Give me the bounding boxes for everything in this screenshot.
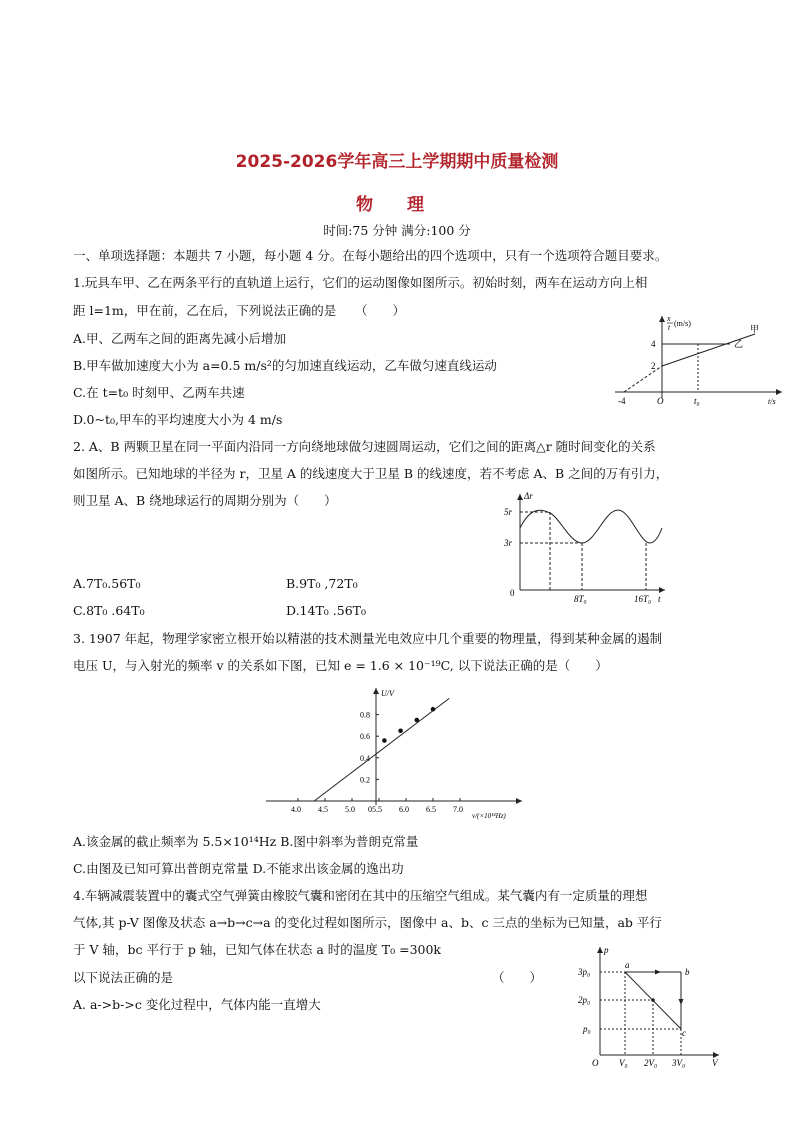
q1-y-unit: (m/s) bbox=[674, 319, 691, 328]
q3-chart bbox=[260, 684, 530, 824]
q3-y-tick-label: 0.2 bbox=[360, 775, 370, 785]
q3-y-tick-label: 0.8 bbox=[360, 710, 370, 720]
q2-option-c: C.8T₀ .64T₀ bbox=[73, 603, 145, 618]
q3-origin: 0 bbox=[368, 805, 372, 814]
q3-data-point bbox=[415, 718, 420, 723]
q1-option-b: B.甲车做加速度大小为 a=0.5 m/s²的匀加速直线运动，乙车做匀速直线运动 bbox=[73, 358, 497, 373]
q2-option-a: A.7T₀.56T₀ bbox=[73, 576, 141, 591]
q4-p2: 2p₀ bbox=[578, 995, 591, 1005]
q4-figure bbox=[573, 943, 723, 1071]
q4-answer-blank: （ ） bbox=[492, 970, 543, 985]
q4-p1: p₀ bbox=[583, 1024, 591, 1034]
q3-x-tick-label: 4.5 bbox=[318, 805, 328, 814]
q1-stem-line2: 距 l=1m，甲在前，乙在后，下列说法正确的是 （ ） bbox=[73, 303, 406, 318]
q2-x8: 8T₀ bbox=[574, 594, 587, 604]
q4-stem-line4: 以下说法正确的是 bbox=[73, 970, 174, 985]
q4-stem-line1: 4.车辆减震装置中的囊式空气弹簧由橡胶气囊和密闭在其中的压缩空气组成。某气囊内有一定质量的理想 bbox=[73, 888, 648, 903]
q3-data-point bbox=[431, 707, 436, 712]
q3-y-tick-label: 0.4 bbox=[360, 753, 370, 763]
exam-title: 2025-2026学年高三上学期期中质量检测 bbox=[235, 152, 559, 172]
q1-x-label: t/s bbox=[768, 397, 776, 406]
q4-point-a: a bbox=[625, 960, 630, 970]
q1-y2: 2 bbox=[651, 361, 656, 371]
q4-stem-line2: 气体,其 p-V 图像及状态 a→b→c→a 的变化过程如图所示，图像中 a、b、c 三点的坐标为已知量，ab 平行 bbox=[73, 915, 662, 930]
q2-option-d: D.14T₀ .56T₀ bbox=[286, 603, 367, 618]
q1-y4: 4 bbox=[651, 339, 656, 349]
q3-x-tick-label: 5.5 bbox=[372, 805, 382, 814]
q1-t0: t₀ bbox=[694, 396, 700, 406]
q4-y-label: p bbox=[604, 945, 609, 955]
q4-point-b: b bbox=[685, 967, 690, 977]
q4-v3: 3V₀ bbox=[672, 1058, 686, 1068]
q3-x-tick-label: 7.0 bbox=[453, 805, 463, 814]
q1-option-a: A.甲、乙两车之间的距离先减小后增加 bbox=[73, 331, 287, 346]
q2-y5: 5r bbox=[504, 507, 513, 517]
q3-stem-line1: 3. 1907 年起，物理学家密立根开始以精湛的技术测量光电效应中几个重要的物理量，得到某种金属的遏制 bbox=[73, 631, 663, 646]
q2-stem-line1: 2. A、B 两颗卫星在同一平面内沿同一方向绕地球做匀速圆周运动，它们之间的距离△r 随时间变化的关系 bbox=[73, 439, 656, 454]
q4-x-label: V bbox=[712, 1058, 718, 1068]
q2-curve bbox=[520, 510, 662, 543]
q4-v2: 2V₀ bbox=[644, 1058, 658, 1068]
q2-x-label: t bbox=[658, 594, 661, 604]
q4-option-a: A. a->b->c 变化过程中，气体内能一直增大 bbox=[73, 997, 321, 1012]
q3-x-tick-label: 5.0 bbox=[345, 805, 355, 814]
q3-data-point bbox=[398, 729, 403, 734]
q3-x-label: ν/(×10¹⁴Hz) bbox=[472, 812, 506, 820]
q3-x-tick-label: 6.5 bbox=[426, 805, 436, 814]
q1-yi-label: 乙 bbox=[734, 339, 744, 349]
q3-fit-line bbox=[314, 698, 449, 801]
q3-y-tick-label: 0.6 bbox=[360, 732, 370, 742]
time-info: 时间:75 分钟 满分:100 分 bbox=[323, 223, 471, 238]
q2-origin: 0 bbox=[510, 588, 515, 598]
q3-stem-line2: 电压 U，与入射光的频率 v 的关系如下图，已知 e = 1.6 × 10⁻¹⁹C, 以下说法正确的是（ ） bbox=[73, 658, 608, 673]
q3-x-tick-label: 6.0 bbox=[399, 805, 409, 814]
q3-option-ab: A.该金属的截止频率为 5.5×10¹⁴Hz B.图中斜率为普朗克常量 bbox=[73, 834, 419, 849]
q3-x-tick-label: 4.0 bbox=[291, 805, 301, 814]
q4-origin: O bbox=[592, 1058, 599, 1068]
q1-y-label-bottom: t bbox=[668, 323, 671, 332]
section-heading: 一、单项选择题：本题共 7 小题，每小题 4 分。在每小题给出的四个选项中，只有一个选项符合题目要求。 bbox=[73, 248, 668, 263]
q2-figure bbox=[500, 488, 670, 606]
q2-x16: 16T₀ bbox=[634, 594, 652, 604]
q2-option-b: B.9T₀ ,72T₀ bbox=[286, 576, 358, 591]
q1-x-neg: -4 bbox=[618, 396, 626, 406]
q2-y-label: Δr bbox=[524, 491, 533, 501]
q4-point-c: c bbox=[682, 1028, 686, 1038]
subject-title: 物 理 bbox=[356, 195, 438, 215]
q3-data-point bbox=[382, 738, 387, 743]
q3-option-cd: C.由图及已知可算出普朗克常量 D.不能求出该金属的逸出功 bbox=[73, 861, 404, 876]
q3-y-label: U/V bbox=[381, 689, 394, 698]
q1-figure bbox=[610, 312, 785, 407]
q1-origin: O bbox=[657, 396, 664, 406]
q4-p3: 3p₀ bbox=[578, 967, 591, 977]
q1-stem-line1: 1.玩具车甲、乙在两条平行的直轨道上运行，它们的运动图像如图所示。初始时刻，两车在运动方向上相 bbox=[73, 275, 648, 290]
q1-option-d: D.0~t₀,甲车的平均速度大小为 4 m/s bbox=[73, 412, 283, 427]
q2-stem-line2: 如图所示。已知地球的半径为 r，卫星 A 的线速度大于卫星 B 的线速度，若不考虑 A、B 之间的万有引力， bbox=[73, 466, 669, 481]
q1-jia-label: 甲 bbox=[750, 324, 760, 334]
q2-stem-line3: 则卫星 A、B 绕地球运行的周期分别为（ ） bbox=[73, 493, 337, 508]
q1-option-c: C.在 t=t₀ 时刻甲、乙两车共速 bbox=[73, 385, 245, 400]
q4-v1: V₀ bbox=[619, 1058, 628, 1068]
q2-y3: 3r bbox=[504, 538, 513, 548]
q1-y-label-top: x bbox=[667, 314, 671, 323]
q4-stem-line3: 于 V 轴，bc 平行于 p 轴，已知气体在状态 a 时的温度 T₀ =300k bbox=[73, 942, 442, 957]
